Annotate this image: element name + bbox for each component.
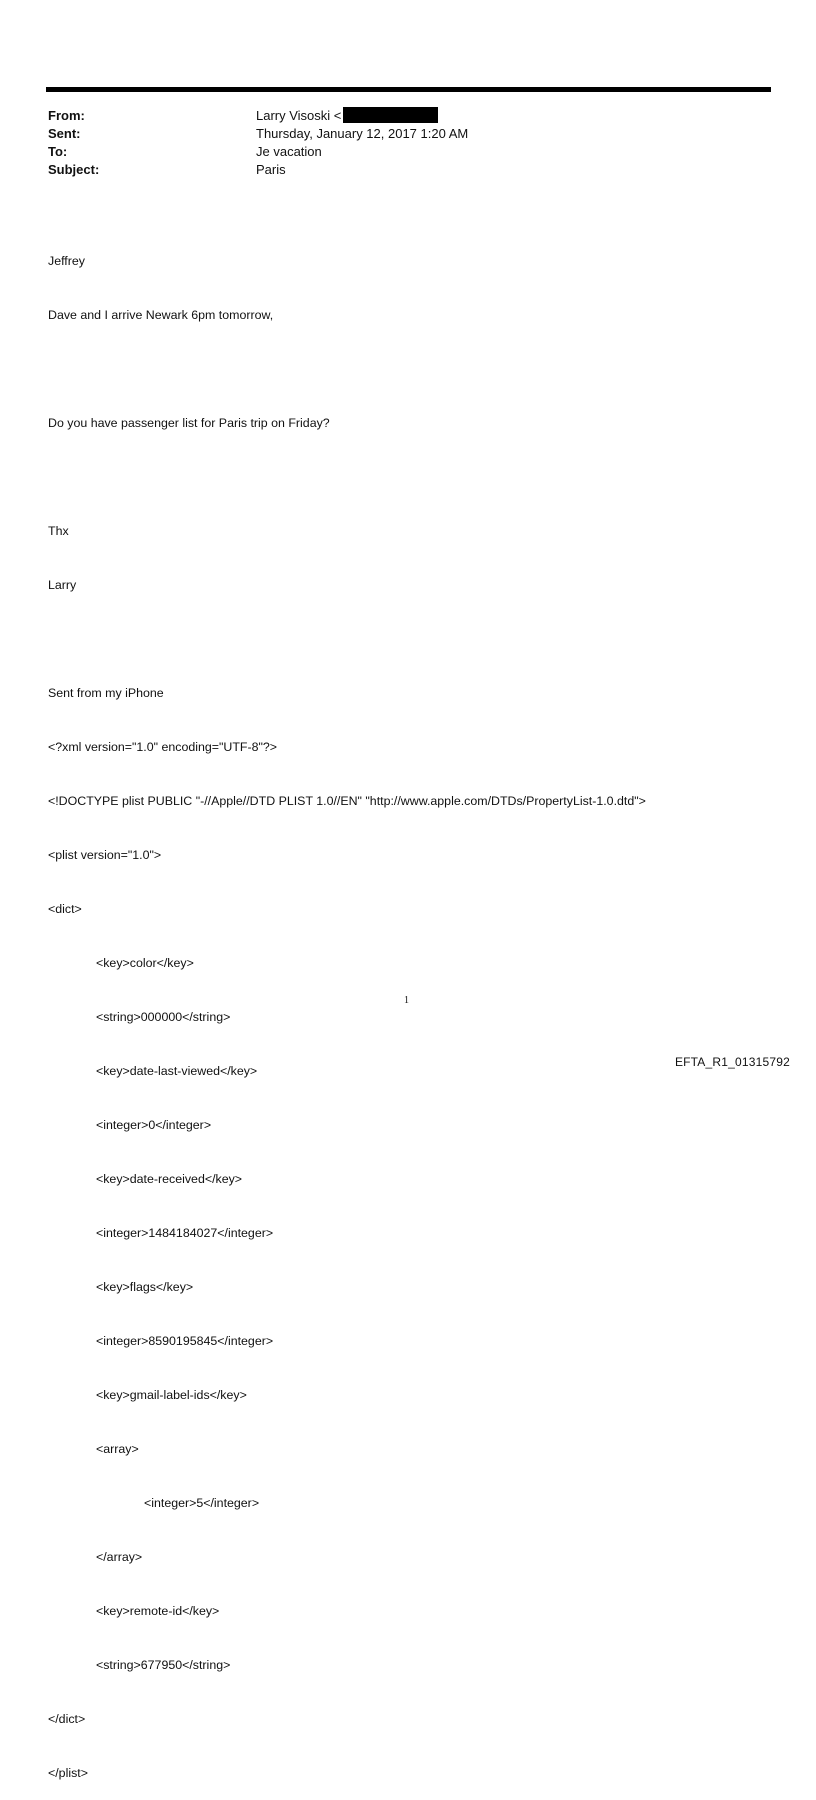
blank-line: [48, 630, 788, 648]
plist-open: <plist version="1.0">: [48, 848, 162, 862]
plist-string-remote: <string>677950</string>: [96, 1658, 231, 1672]
plist-int-last-viewed: <integer>0</integer>: [96, 1118, 212, 1132]
to-value: Je vacation: [256, 144, 322, 159]
dict-close: </dict>: [48, 1712, 86, 1726]
body-line-arrival: Dave and I arrive Newark 6pm tomorrow,: [48, 308, 274, 322]
plist-close: </plist>: [48, 1766, 88, 1780]
plist-array-close: </array>: [96, 1550, 143, 1564]
plist-int-received: <integer>1484184027</integer>: [96, 1226, 274, 1240]
from-value: [256, 107, 438, 125]
page-number: 1: [404, 995, 409, 1006]
from-name: Larry Visoski <: [256, 108, 342, 123]
subject-value: Paris: [256, 162, 286, 177]
header-rule: [46, 87, 771, 92]
plist-key-remote: <key>remote-id</key>: [96, 1604, 220, 1618]
plist-int-label: <integer>5</integer>: [144, 1496, 260, 1510]
signoff: Larry: [48, 578, 77, 592]
to-label: To:: [48, 144, 68, 159]
sent-value: Thursday, January 12, 2017 1:20 AM: [256, 126, 469, 141]
email-body: [48, 216, 788, 1800]
blank-line: [48, 360, 788, 378]
body-line-question: Do you have passenger list for Paris trip on Friday?: [48, 416, 330, 430]
plist-key-received: <key>date-received</key>: [96, 1172, 243, 1186]
plist-key-color: <key>color</key>: [96, 956, 194, 970]
greeting: Jeffrey: [48, 254, 85, 268]
plist-key-labels: <key>gmail-label-ids</key>: [96, 1388, 247, 1402]
plist-key-flags: <key>flags</key>: [96, 1280, 194, 1294]
plist-int-flags: <integer>8590195845</integer>: [96, 1334, 274, 1348]
dict-open: <dict>: [48, 902, 82, 916]
from-label: From:: [48, 108, 85, 123]
plist-string-color: <string>000000</string>: [96, 1010, 231, 1024]
bates-number: EFTA_R1_01315792: [674, 1055, 790, 1069]
plist-xml-decl: <?xml version="1.0" encoding="UTF-8"?>: [48, 740, 278, 754]
sent-label: Sent:: [48, 126, 81, 141]
plist-key-last-viewed: <key>date-last-viewed</key>: [96, 1064, 258, 1078]
plist-array-open: <array>: [96, 1442, 139, 1456]
redaction-box: [343, 107, 438, 123]
plist-doctype: <!DOCTYPE plist PUBLIC "-//Apple//DTD PLIST 1.0//EN" "http://www.apple.com/DTDs/PropertyList-1.0.dtd">: [48, 794, 646, 808]
signature: Sent from my iPhone: [48, 686, 164, 700]
blank-line: [48, 468, 788, 486]
thanks: Thx: [48, 524, 69, 538]
subject-label: Subject:: [48, 162, 100, 177]
